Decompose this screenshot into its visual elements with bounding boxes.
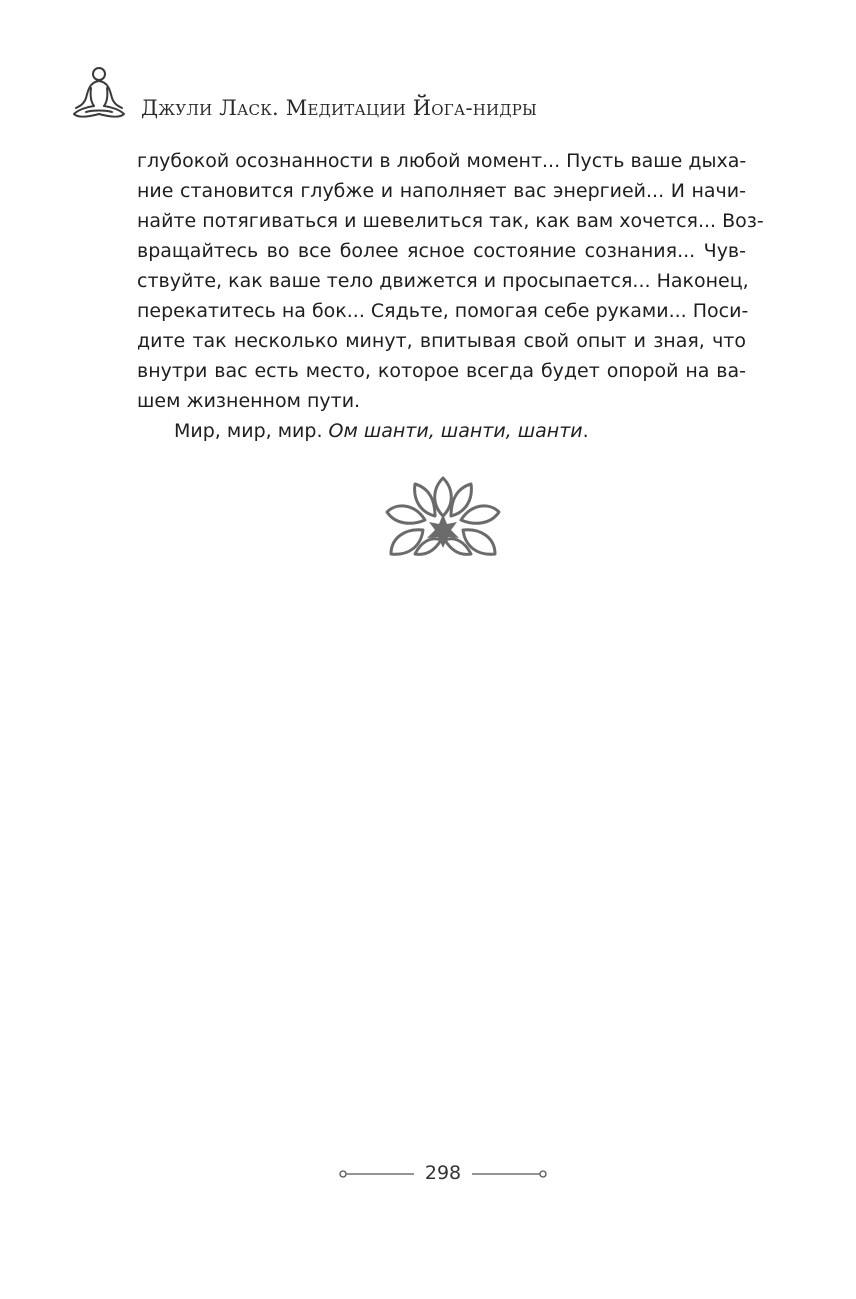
- text-line: внутри вас есть место, которое всегда будет опорой на ва-: [137, 360, 746, 382]
- meditating-figure-icon: [70, 64, 132, 124]
- lotus-center-star: [427, 514, 459, 548]
- text-line: вращайтесь во все более ясное состояние сознания... Чув-: [137, 240, 746, 262]
- text-line: перекатитесь на бок... Сядьте, помогая себе руками... Поси-: [137, 300, 749, 322]
- closing-plain: Мир, мир, мир.: [174, 420, 329, 442]
- footer-rule-right: [468, 1167, 548, 1181]
- body-text: [137, 146, 764, 446]
- text-line: ние становится глубже и наполняет вас энергией... И начи-: [137, 180, 746, 202]
- closing-line: [137, 416, 746, 446]
- text-line: шем жизненном пути.: [137, 390, 361, 412]
- page-footer: [338, 1160, 548, 1190]
- footer-rule-left: [338, 1167, 418, 1181]
- running-head-title: Джули Ласк. Медитации Йога-нидры: [141, 96, 537, 120]
- lotus-ornament-icon: [385, 474, 501, 562]
- text-line: дите так несколько минут, впитывая свой опыт и зная, что: [137, 330, 746, 352]
- page-number: 298: [424, 1162, 462, 1184]
- text-line: найте потягиваться и шевелиться так, как вам хочется... Воз-: [137, 210, 764, 232]
- text-line: глубокой осознанности в любой момент... Пусть ваше дыха-: [137, 150, 747, 172]
- running-head: [70, 64, 770, 126]
- closing-period: .: [582, 420, 589, 442]
- closing-mantra: Ом шанти, шанти, шанти: [328, 420, 583, 442]
- text-line: ствуйте, как ваше тело движется и просыпается... Наконец,: [137, 270, 749, 292]
